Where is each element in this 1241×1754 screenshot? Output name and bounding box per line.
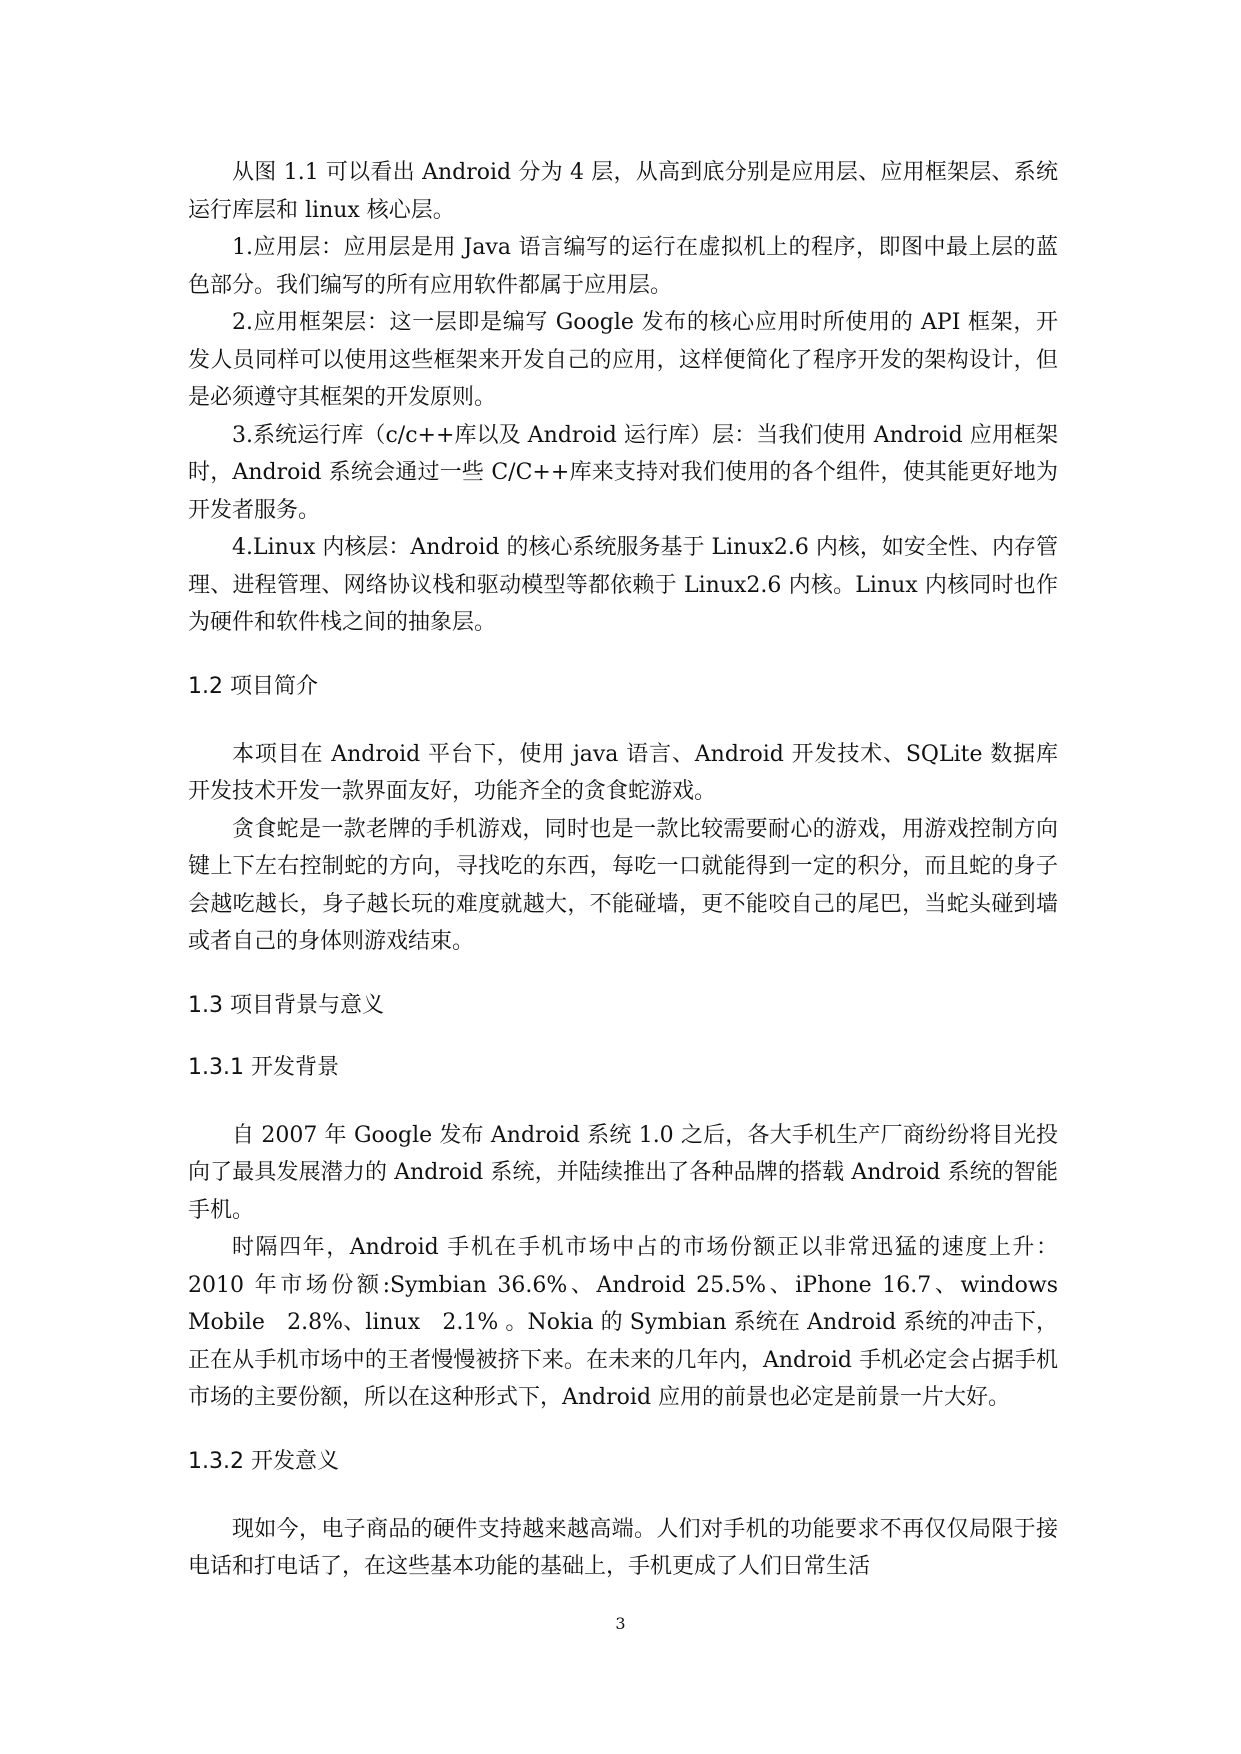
body-paragraph: 从图 1.1 可以看出 Android 分为 4 层，从高到底分别是应用层、应用框架层、系统运行库层和 linux 核心层。	[188, 160, 1058, 223]
spacer	[188, 1021, 1058, 1053]
section-heading-1-3: 1.3 项目背景与意义	[188, 992, 384, 1018]
spacer	[188, 961, 1058, 991]
body-paragraph: 贪食蛇是一款老牌的手机游戏，同时也是一款比较需要耐心的游戏，用游戏控制方向键上下左右控制蛇的方向，寻找吃的东西，每吃一口就能得到一定的积分，而且蛇的身子会越吃越长，身子越长玩的难度就越大，不能碰墙，更不能咬自己的尾巴，当蛇头碰到墙或者自己的身体则游戏结束。	[188, 816, 1058, 954]
body-paragraph: 3.系统运行库（c/c++库以及 Android 运行库）层：当我们使用 Android 应用框架时，Android 系统会通过一些 C/C++库来支持对我们使用的各个组件，使其能更好地为开发者服务。	[188, 422, 1058, 523]
body-paragraph: 4.Linux 内核层：Android 的核心系统服务基于 Linux2.6 内核，如安全性、内存管理、进程管理、网络协议栈和驱动模型等都依赖于 Linux2.6 内核。Linux 内核同时也作为硬件和软件栈之间的抽象层。	[188, 535, 1058, 635]
body-paragraph: 本项目在 Android 平台下，使用 java 语言、Android 开发技术、SQLite 数据库开发技术开发一款界面友好，功能齐全的贪食蛇游戏。	[188, 741, 1058, 804]
page-body	[188, 154, 1058, 1586]
spacer	[188, 1477, 1058, 1511]
section-heading-1-2: 1.2 项目简介	[188, 673, 318, 699]
body-paragraph: 现如今，电子商品的硬件支持越来越高端。人们对手机的功能要求不再仅仅局限于接电话和打电话了，在这些基本功能的基础上，手机更成了人们日常生活	[188, 1516, 1058, 1579]
page-number: 3	[615, 1614, 626, 1633]
section-heading-1-3-1: 1.3.1 开发背景	[188, 1054, 339, 1080]
body-paragraph: 2.应用框架层：这一层即是编写 Google 发布的核心应用时所使用的 API 框架，开发人员同样可以使用这些框架来开发自己的应用，这样便简化了程序开发的架构设计，但是必须遵守其框架的开发原则。	[188, 310, 1058, 410]
section-heading-1-3-2: 1.3.2 开发意义	[188, 1448, 339, 1474]
body-paragraph: 1.应用层：应用层是用 Java 语言编写的运行在虚拟机上的程序，即图中最上层的蓝色部分。我们编写的所有应用软件都属于应用层。	[188, 235, 1058, 298]
spacer	[188, 702, 1058, 736]
spacer	[188, 1083, 1058, 1117]
spacer	[188, 642, 1058, 672]
body-paragraph: 自 2007 年 Google 发布 Android 系统 1.0 之后，各大手机生产厂商纷纷将目光投向了最具发展潜力的 Android 系统，并陆续推出了各种品牌的搭载 Android 系统的智能手机。	[188, 1122, 1058, 1223]
spacer	[188, 1417, 1058, 1447]
body-paragraph: 时隔四年，Android 手机在手机市场中占的市场份额正以非常迅猛的速度上升：2010 年市场份额:Symbian 36.6%、Android 25.5%、iPhone 16.7、windows Mobile 2.8%、linux 2.1% 。Nokia 的 Symbian 系统在 Android 系统的冲击下，正在从手机市场中的王者慢慢被挤下来。在未来的几年内，Android 手机必定会占据手机市场的主要份额，所以在这种形式下，Android 应用的前景也必定是前景一片大好。	[188, 1235, 1058, 1410]
